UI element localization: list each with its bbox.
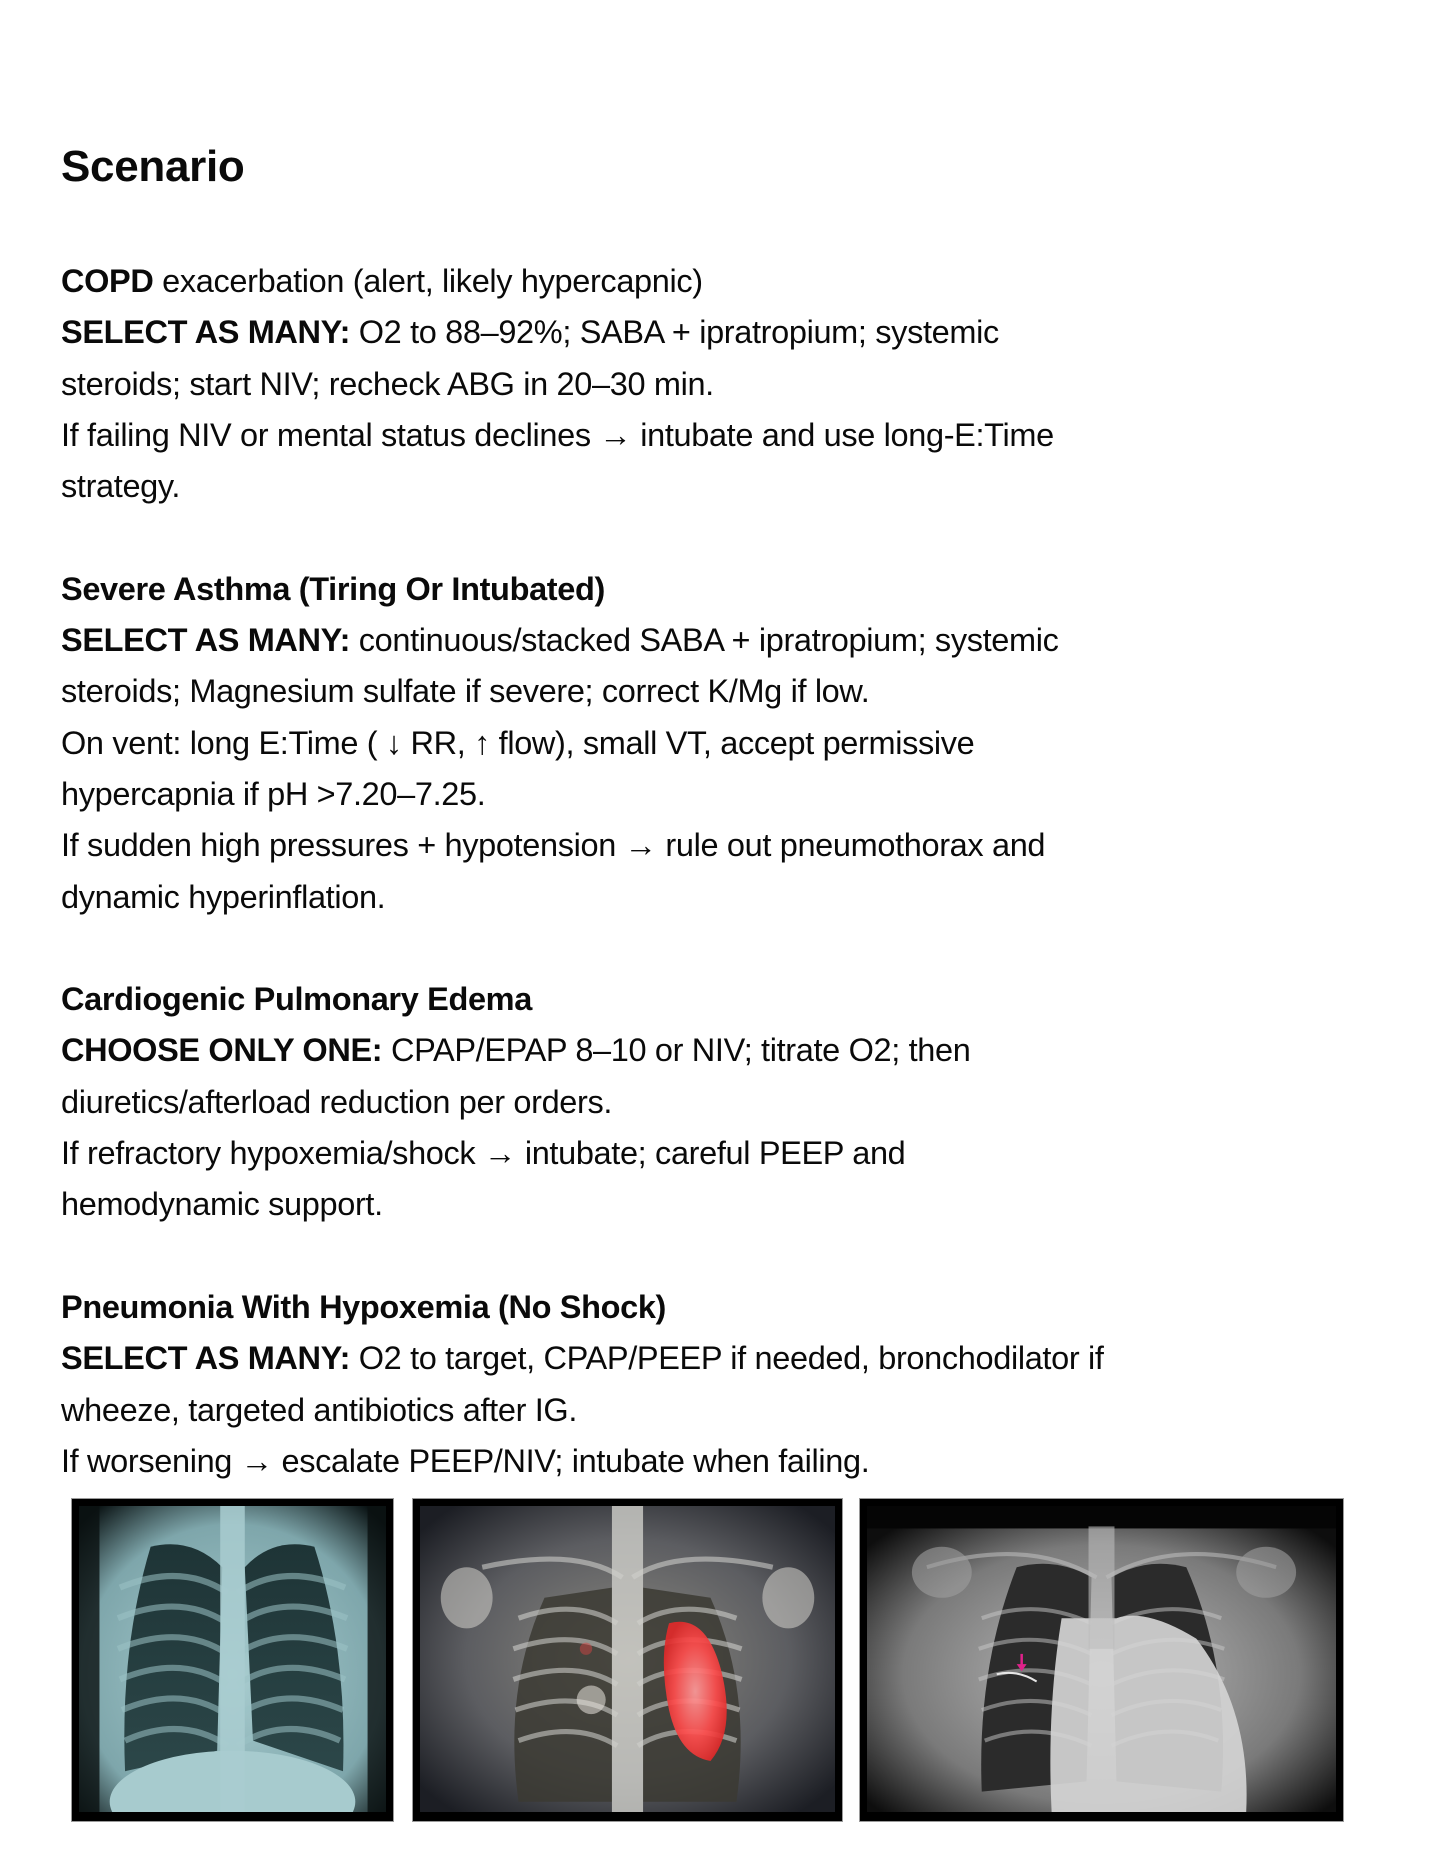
section-line (61, 1025, 1401, 1076)
heading-text: exacerbation (alert, likely hypercapnic) (153, 263, 703, 299)
line-text: O2 to target, CPAP/PEEP if needed, bronchodilator if (350, 1340, 1104, 1377)
section-heading (61, 256, 1401, 307)
section-line: wheeze, targeted antibiotics after IG. (61, 1391, 578, 1428)
directive-label: SELECT AS MANY: (61, 314, 351, 351)
section-copd (61, 256, 1401, 512)
section-heading: Pneumonia With Hypoxemia (No Shock) (61, 1288, 667, 1325)
section-line: dynamic hyperinflation. (61, 878, 386, 915)
line-text: O2 to 88–92%; SABA + ipratropium; systemic (350, 314, 999, 351)
line-text: continuous/stacked SABA + ipratropium; systemic (350, 622, 1059, 659)
section-line: hypercapnia if pH >7.20–7.25. (61, 775, 486, 812)
line-text: CPAP/EPAP 8–10 or NIV; titrate O2; then (382, 1032, 971, 1069)
section-severe-asthma (61, 564, 1401, 923)
section-heading: Severe Asthma (Tiring Or Intubated) (61, 570, 605, 607)
section-line (61, 1333, 1401, 1384)
page-title: Scenario (61, 142, 245, 191)
directive-label: CHOOSE ONLY ONE: (61, 1032, 383, 1069)
section-line (61, 615, 1401, 666)
normal-chest-xray-image (71, 1498, 394, 1822)
chest-xray-icon (420, 1506, 835, 1812)
section-cardiogenic-pulmonary-edema (61, 974, 1401, 1230)
scenario-content (61, 256, 1401, 1487)
section-line: strategy. (61, 468, 181, 505)
section-line: If worsening → escalate PEEP/NIV; intubate when failing. (61, 1442, 870, 1479)
section-pneumonia (61, 1282, 1401, 1487)
section-line (61, 307, 1401, 358)
chest-xray-icon (79, 1506, 386, 1812)
section-line: On vent: long E:Time ( ↓ RR, ↑ flow), small VT, accept permissive (61, 724, 975, 761)
section-line: If sudden high pressures + hypotension → rule out pneumothorax and (61, 827, 1046, 864)
pneumonia-chest-xray-image (412, 1498, 843, 1822)
chest-xray-icon (867, 1506, 1336, 1812)
section-line: steroids; start NIV; recheck ABG in 20–30 min. (61, 365, 714, 402)
heading-bold: COPD (61, 263, 154, 299)
section-line: If failing NIV or mental status declines → intubate and use long-E:Time (61, 416, 1054, 453)
section-line: steroids; Magnesium sulfate if severe; correct K/Mg if low. (61, 673, 870, 710)
section-line: If refractory hypoxemia/shock → intubate; careful PEEP and (61, 1135, 906, 1172)
section-line: diuretics/afterload reduction per orders. (61, 1083, 613, 1120)
directive-label: SELECT AS MANY: (61, 622, 351, 659)
pulmonary-edema-chest-xray-image (859, 1498, 1344, 1822)
directive-label: SELECT AS MANY: (61, 1340, 351, 1377)
section-heading: Cardiogenic Pulmonary Edema (61, 981, 532, 1018)
section-line: hemodynamic support. (61, 1186, 383, 1223)
